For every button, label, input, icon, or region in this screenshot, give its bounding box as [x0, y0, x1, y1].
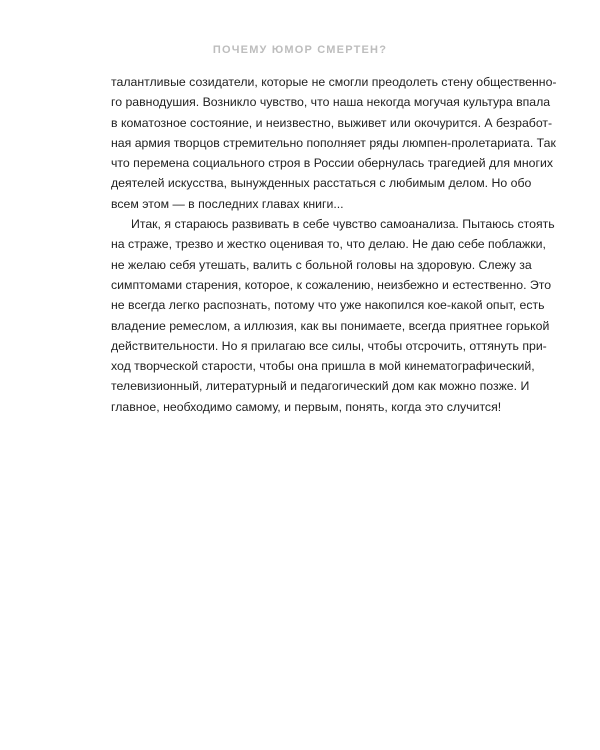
text-line: талантливые созидатели, которые не смогли преодолеть стену общественно- — [111, 75, 557, 89]
running-head: ПОЧЕМУ ЮМОР СМЕРТЕН? — [212, 44, 388, 56]
text-line: главное, необходимо самому, и первым, понять, когда это случится! — [111, 399, 502, 414]
text-line: что перемена социального строя в России обернулась трагедией для многих — [111, 156, 554, 171]
text-line: го равнодушия. Возникло чувство, что наша некогда могучая культура впала — [111, 95, 551, 110]
text-line: ход творческой старости, чтобы она пришла в мой кинематографический, — [111, 359, 535, 374]
text-line: симптомами старения, которое, к сожалению, неизбежно и естественно. Это — [111, 277, 552, 292]
text-line: действительности. Но я прилагаю все силы, чтобы отсрочить, оттянуть при- — [111, 338, 547, 353]
text-line: в коматозное состояние, и неизвестно, выживет или окочурится. А безработ- — [111, 115, 553, 130]
text-line: не всегда легко распознать, потому что уже накопился кое-какой опыт, есть — [111, 298, 545, 313]
text-line: ная армия творцов стремительно пополняет ряды люмпен-пролетариата. Так — [111, 135, 556, 150]
text-line: телевизионный, литературный и педагогический дом как можно позже. И — [111, 379, 530, 394]
text-line: деятелей искусства, вынужденных расстаться с любимым делом. Но обо — [111, 176, 532, 191]
body-text — [111, 72, 557, 417]
text-line: Итак, я стараюсь развивать в себе чувство самоанализа. Пытаюсь стоять — [131, 217, 555, 232]
text-line: всем этом — в последних главах книги... — [111, 196, 344, 211]
text-line: не желаю себя утешать, валить с больной головы на здоровую. Слежу за — [111, 257, 532, 272]
text-line: на страже, трезво и жестко оценивая то, что делаю. Не даю себе поблажки, — [111, 237, 546, 252]
text-line: владение ремеслом, а иллюзия, как вы понимаете, всегда приятнее горькой — [111, 318, 550, 333]
